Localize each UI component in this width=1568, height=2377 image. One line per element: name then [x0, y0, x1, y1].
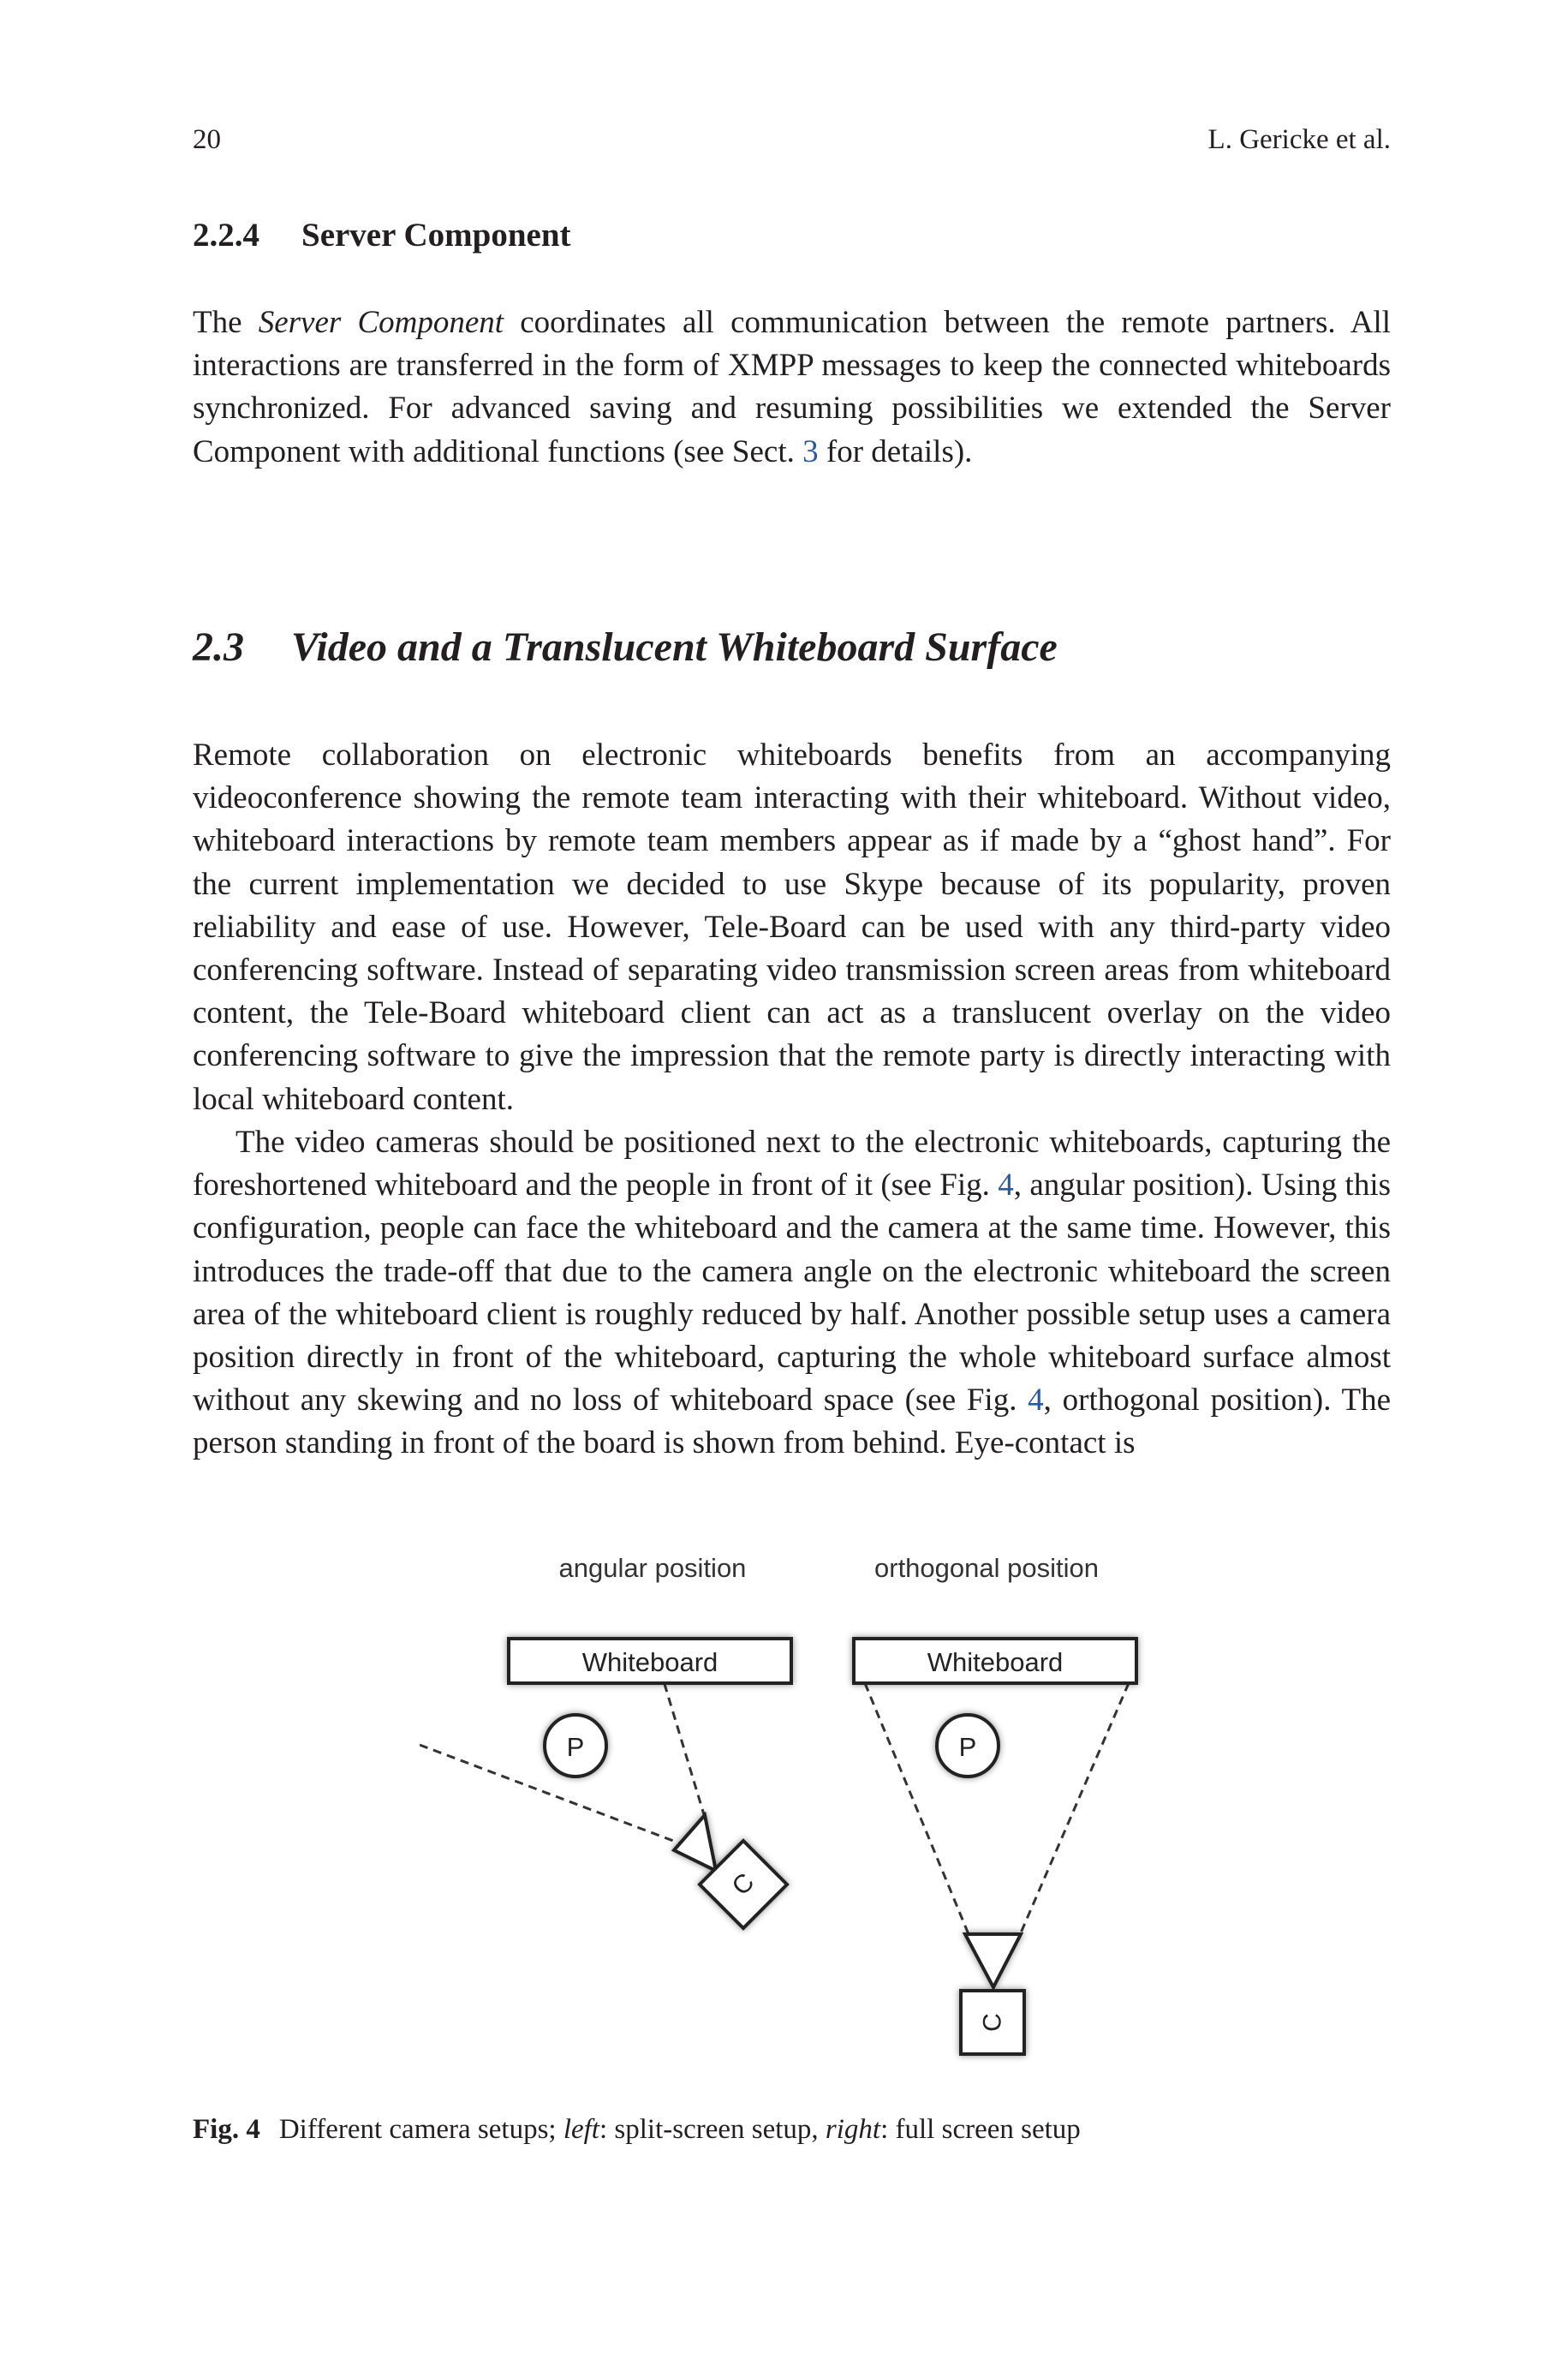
figure-label: Fig. 4 — [193, 2114, 260, 2145]
caption-text: : split-screen setup, — [599, 2114, 819, 2145]
orthogonal-setup — [854, 1639, 1136, 2054]
subsection-title: Server Component — [301, 217, 571, 254]
para-text: , orthogonal position). The person standing in front of the board is shown from behind. Eye-contact is — [193, 1383, 1392, 1461]
subsection-number: 2.2.4 — [193, 217, 259, 254]
section-ref-link[interactable]: 3 — [802, 433, 819, 469]
caption-left-word: left — [563, 2114, 599, 2145]
figure-caption — [193, 2114, 1081, 2146]
running-head: L. Gericke et al. — [1207, 124, 1391, 155]
section-heading — [193, 624, 1058, 671]
camera-label: C — [978, 2013, 1007, 2032]
video-paragraph-1: Remote collaboration on electronic whiteboards benefits from an accompanying videoconference showing the remote team interacting with their whiteboard. Without video, whiteboard interactions by remote team members appear as if made by a “ghost hand”. For the current implementation we decided to use Skype because of its popularity, proven reliability and ease of use. However, Tele-Board can be used with any third-party video conferencing software. Instead of separating video transmission screen areas from whiteboard content, the Tele-Board whiteboard client can act as a translucent overlay on the video conferencing software to give the impression that the remote party is directly interacting with local whiteboard content. — [193, 738, 1391, 1117]
person-label: P — [566, 1732, 585, 1762]
para-text: , angular position). Using this configuration, people can face the whiteboard and the camera at the same time. However, this introduces the trade-off that due to the camera angle on the electronic whiteboard the screen area of the whiteboard client is roughly reduced by half. Another possible setup uses a camera position directly in front of the whiteboard, capturing the whole whiteboard surface almost without any skewing and no loss of whiteboard space (see Fig. — [193, 1168, 1391, 1418]
figure-ref-link[interactable]: 4 — [998, 1168, 1014, 1203]
figure-ref-link[interactable]: 4 — [1028, 1383, 1044, 1418]
para-text: The video cameras should be positioned next to the electronic whiteboards, capturing the foreshortened whiteboard and the people in front of it (see Fig. — [193, 1125, 1391, 1203]
server-component-paragraph — [193, 302, 1391, 474]
page-number: 20 — [193, 124, 221, 155]
para-word: The — [193, 305, 242, 340]
figure-camera-setups — [420, 1546, 1173, 2094]
page-header — [193, 124, 1391, 165]
section-title: Video and a Translucent Whiteboard Surface — [291, 624, 1058, 670]
video-paragraph-2 — [193, 1121, 1391, 1466]
camera-label: C — [726, 1867, 760, 1902]
person-label: P — [958, 1732, 977, 1762]
para-text-end: for details). — [826, 433, 973, 469]
camera-lens-triangle — [965, 1934, 1021, 1987]
whiteboard-label: Whiteboard — [927, 1647, 1064, 1677]
camera-view-line — [1014, 1683, 1129, 1949]
caption-text: : full screen setup — [880, 2114, 1081, 2145]
left-panel-title: angular position — [558, 1553, 747, 1583]
section-number: 2.3 — [193, 624, 244, 670]
whiteboard-label: Whiteboard — [581, 1647, 718, 1677]
angular-setup — [420, 1639, 791, 1928]
subsection-heading — [193, 216, 571, 254]
caption-text: Different camera setups; — [278, 2114, 557, 2145]
para-text: coordinates all communication between the remote partners. All interactions are transferred in the form of XMPP messages to keep the connected whiteboards synchronized. For advanced saving and resuming possibilities we extended the Server Component with additional functions (see Sect. — [193, 305, 1392, 469]
right-panel-title: orthogonal position — [874, 1553, 1099, 1583]
camera-lens-triangle — [674, 1815, 716, 1871]
camera-setup-diagram — [420, 1546, 1173, 2094]
term-server-component: Server Component — [258, 305, 504, 340]
caption-right-word: right — [825, 2114, 881, 2145]
